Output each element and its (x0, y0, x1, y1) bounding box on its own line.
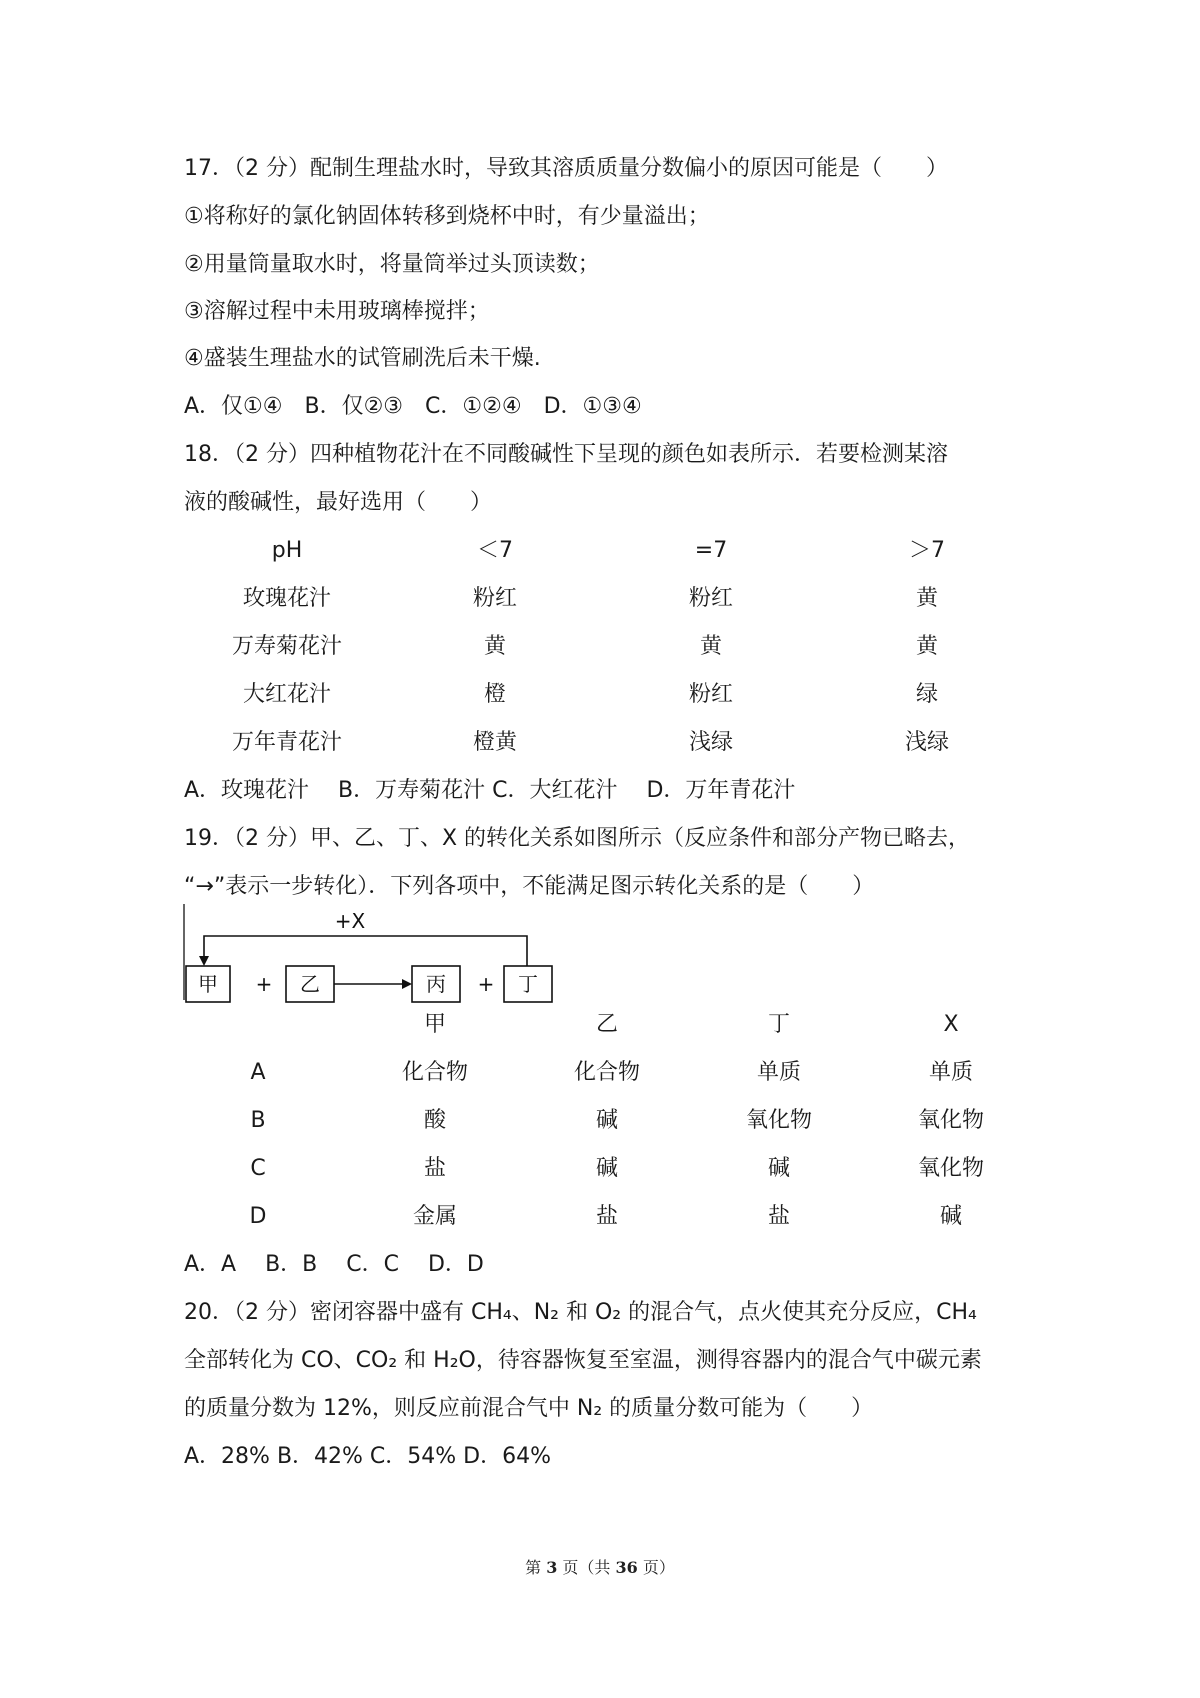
q18-row1-gt7: 黄 (915, 586, 938, 611)
footer-middle: 页（共 (562, 1558, 611, 1577)
q18-row4-gt7: 浅绿 (904, 730, 949, 755)
footer-page-number: 3 (546, 1558, 558, 1577)
q19-row-a-label: A (250, 1060, 266, 1085)
q18-row4-lt7: 橙黄 (472, 730, 517, 755)
q19-row-a-ding: 单质 (756, 1060, 801, 1085)
q19-row-c-x: 氧化物 (917, 1156, 984, 1181)
q18-row1-lt7: 粉红 (472, 586, 517, 611)
diagram-box-bing-label: 丙 (426, 972, 446, 996)
q19-row-a-yi: 化合物 (573, 1060, 640, 1085)
diagram-box-yi-label: 乙 (300, 972, 320, 996)
q19-stem-line2: “→”表示一步转化）．下列各项中，不能满足图示转化关系的是（ ） (184, 874, 875, 899)
q18-row2-name: 万寿菊花汁 (231, 634, 342, 659)
q18-row3-lt7: 橙 (483, 682, 506, 707)
q20-options: A．28% B．42% C．54% D．64% (184, 1444, 552, 1469)
q18-stem-line1: 18．（2 分）四种植物花汁在不同酸碱性下呈现的颜色如表所示．若要检测某溶 (184, 442, 948, 467)
q19-transformation-diagram (182, 900, 562, 1006)
footer-suffix: 页） (642, 1558, 675, 1577)
q19-row-c-ding: 碱 (767, 1156, 790, 1181)
q18-header-eq7: =7 (694, 538, 728, 563)
q20-line1: 20．（2 分）密闭容器中盛有 CH₄、N₂ 和 O₂ 的混合气，点火使其充分反应，CH₄ (184, 1300, 977, 1325)
q19-row-a-jia: 化合物 (401, 1060, 468, 1085)
diagram-box-ding-label: 丁 (518, 972, 538, 996)
q19-header-jia: 甲 (423, 1012, 446, 1037)
diagram-box-jia-label: 甲 (198, 972, 218, 996)
q18-row2-eq7: 黄 (699, 634, 722, 659)
q19-row-b-yi: 碱 (595, 1108, 618, 1133)
page-footer (0, 1555, 1200, 1578)
right-arrow-icon (402, 979, 412, 989)
q18-row1-name: 玫瑰花汁 (242, 586, 331, 611)
q18-row3-name: 大红花汁 (242, 682, 331, 707)
q18-row3-gt7: 绿 (915, 682, 938, 707)
q17-item-4: ④盛装生理盐水的试管刷洗后未干燥. (184, 346, 541, 371)
diagram-plus-2: + (477, 972, 495, 996)
q17-stem: 17．（2 分）配制生理盐水时，导致其溶质质量分数偏小的原因可能是（ ） (184, 156, 948, 181)
q19-row-d-x: 碱 (939, 1204, 962, 1229)
diagram-plus-x-label: +X (334, 909, 366, 933)
q18-options: A．玫瑰花汁 B．万寿菊花汁 C．大红花汁 D．万年青花汁 (184, 778, 796, 803)
diagram-plus-1: + (255, 972, 273, 996)
q18-header-gt7: ＞7 (909, 538, 945, 563)
q18-row2-lt7: 黄 (483, 634, 506, 659)
q18-row4-name: 万年青花汁 (231, 730, 342, 755)
q19-stem-line1: 19．（2 分）甲、乙、丁、X 的转化关系如图所示（反应条件和部分产物已略去， (184, 826, 971, 851)
q17-options: A．仅①④ B．仅②③ C．①②④ D．①③④ (184, 394, 642, 419)
q17-item-2: ②用量筒量取水时，将量筒举过头顶读数； (184, 252, 600, 277)
q19-row-b-label: B (250, 1108, 266, 1133)
q19-row-d-label: D (249, 1204, 267, 1229)
q18-header-lt7: ＜7 (477, 538, 513, 563)
q19-row-b-jia: 酸 (423, 1108, 446, 1133)
down-arrow-icon (199, 956, 209, 966)
q18-row4-eq7: 浅绿 (688, 730, 733, 755)
q19-row-c-yi: 碱 (595, 1156, 618, 1181)
q19-header-x: X (943, 1012, 959, 1037)
footer-prefix: 第 (525, 1558, 542, 1577)
q18-row3-eq7: 粉红 (688, 682, 733, 707)
q19-options: A．A B．B C．C D．D (184, 1252, 484, 1277)
q19-header-ding: 丁 (767, 1012, 790, 1037)
q18-row2-gt7: 黄 (915, 634, 938, 659)
q17-item-1: ①将称好的氯化钠固体转移到烧杯中时，有少量溢出； (184, 204, 710, 229)
q19-row-c-jia: 盐 (423, 1156, 446, 1181)
q19-row-c-label: C (250, 1156, 266, 1181)
q18-stem-line2: 液的酸碱性，最好选用（ ） (184, 490, 493, 515)
q19-row-b-ding: 氧化物 (745, 1108, 812, 1133)
q19-row-d-yi: 盐 (595, 1204, 618, 1229)
q19-row-b-x: 氧化物 (917, 1108, 984, 1133)
q17-item-3: ③溶解过程中未用玻璃棒搅拌； (184, 299, 490, 324)
q19-row-a-x: 单质 (928, 1060, 973, 1085)
q19-row-d-ding: 盐 (767, 1204, 790, 1229)
q18-header-ph: pH (271, 538, 303, 563)
footer-total-pages: 36 (615, 1558, 638, 1577)
q20-line2: 全部转化为 CO、CO₂ 和 H₂O，待容器恢复至室温，测得容器内的混合气中碳元素 (184, 1348, 982, 1373)
q18-row1-eq7: 粉红 (688, 586, 733, 611)
q19-row-d-jia: 金属 (412, 1204, 457, 1229)
q19-header-yi: 乙 (595, 1012, 618, 1037)
q20-line3: 的质量分数为 12%，则反应前混合气中 N₂ 的质量分数可能为（ ） (184, 1396, 874, 1421)
